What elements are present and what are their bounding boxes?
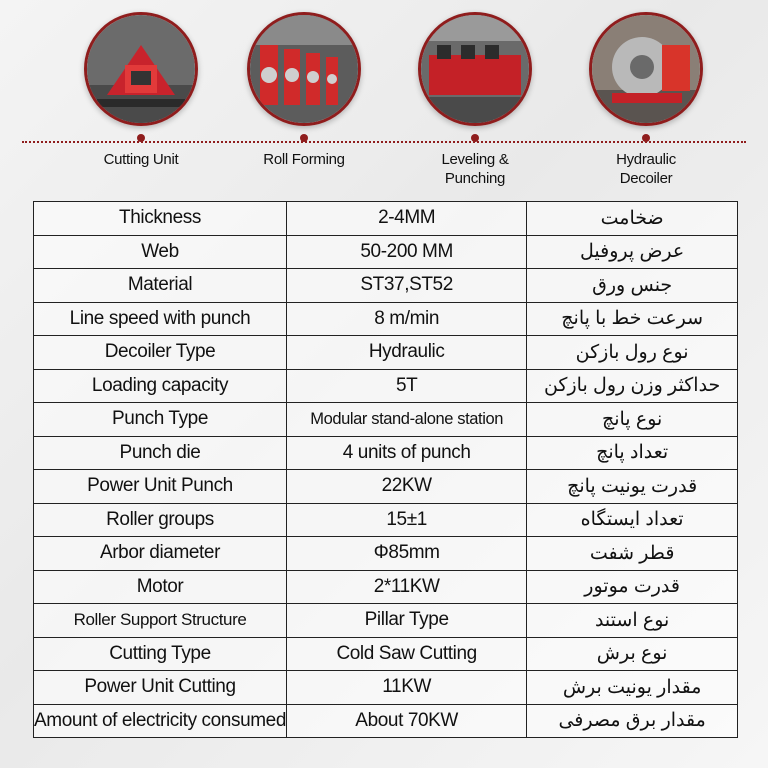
spec-label-persian: مقدار برق مصرفی bbox=[527, 704, 738, 738]
spec-label: Cutting Type bbox=[34, 637, 287, 671]
spec-value: 11KW bbox=[287, 671, 527, 705]
spec-value: 2-4MM bbox=[287, 202, 527, 236]
table-row bbox=[34, 503, 738, 537]
timeline-dot bbox=[300, 134, 308, 142]
table-row bbox=[34, 235, 738, 269]
photo-item-roll-forming bbox=[239, 12, 369, 169]
photo-item-cutting-unit bbox=[76, 12, 206, 169]
spec-label-persian: قدرت موتور bbox=[527, 570, 738, 604]
spec-label: Decoiler Type bbox=[34, 336, 287, 370]
spec-label: Power Unit Punch bbox=[34, 470, 287, 504]
spec-label-persian: قدرت یونیت پانچ bbox=[527, 470, 738, 504]
table-row bbox=[34, 436, 738, 470]
spec-value: About 70KW bbox=[287, 704, 527, 738]
table-row bbox=[34, 269, 738, 303]
spec-value: 50-200 MM bbox=[287, 235, 527, 269]
spec-value: Modular stand-alone station bbox=[287, 403, 527, 437]
spec-value: 5T bbox=[287, 369, 527, 403]
spec-label-persian: حداکثر وزن رول بازکن bbox=[527, 369, 738, 403]
hydraulic-decoiler-photo bbox=[589, 12, 703, 126]
spec-label: Amount of electricity consumed bbox=[34, 704, 287, 738]
spec-label: Thickness bbox=[34, 202, 287, 236]
photo-item-leveling-punching bbox=[410, 12, 540, 188]
spec-value: ST37,ST52 bbox=[287, 269, 527, 303]
table-row bbox=[34, 403, 738, 437]
spec-label: Roller Support Structure bbox=[34, 604, 287, 638]
table-row bbox=[34, 302, 738, 336]
spec-value: Φ85mm bbox=[287, 537, 527, 571]
spec-label: Punch Type bbox=[34, 403, 287, 437]
spec-label-persian: نوع رول بازکن bbox=[527, 336, 738, 370]
spec-value: 15±1 bbox=[287, 503, 527, 537]
spec-value: Cold Saw Cutting bbox=[287, 637, 527, 671]
specifications-table bbox=[33, 201, 738, 738]
photo-caption: Roll Forming bbox=[263, 151, 345, 168]
timeline-dot bbox=[471, 134, 479, 142]
table-row bbox=[34, 369, 738, 403]
photo-item-hydraulic-decoiler bbox=[581, 12, 711, 188]
spec-label-persian: نوع استند bbox=[527, 604, 738, 638]
timeline-dot bbox=[137, 134, 145, 142]
spec-label: Material bbox=[34, 269, 287, 303]
spec-value: 2*11KW bbox=[287, 570, 527, 604]
table-row bbox=[34, 704, 738, 738]
spec-label-persian: ضخامت bbox=[527, 202, 738, 236]
table-row bbox=[34, 604, 738, 638]
table-row bbox=[34, 202, 738, 236]
table-row bbox=[34, 336, 738, 370]
spec-label: Power Unit Cutting bbox=[34, 671, 287, 705]
photo-caption: Cutting Unit bbox=[103, 151, 179, 168]
table-row bbox=[34, 537, 738, 571]
machine-photo-strip bbox=[0, 0, 768, 200]
spec-label-persian: مقدار یونیت برش bbox=[527, 671, 738, 705]
spec-label-persian: قطر شفت bbox=[527, 537, 738, 571]
spec-label-persian: سرعت خط با پانچ bbox=[527, 302, 738, 336]
spec-label: Roller groups bbox=[34, 503, 287, 537]
spec-label: Motor bbox=[34, 570, 287, 604]
spec-value: 22KW bbox=[287, 470, 527, 504]
spec-value: Hydraulic bbox=[287, 336, 527, 370]
cutting-unit-photo bbox=[84, 12, 198, 126]
spec-label: Arbor diameter bbox=[34, 537, 287, 571]
spec-value: Pillar Type bbox=[287, 604, 527, 638]
spec-label: Web bbox=[34, 235, 287, 269]
table-row bbox=[34, 637, 738, 671]
spec-label-persian: تعداد پانچ bbox=[527, 436, 738, 470]
photo-caption: Hydraulic Decoiler bbox=[616, 151, 676, 187]
leveling-punching-photo bbox=[418, 12, 532, 126]
spec-label: Line speed with punch bbox=[34, 302, 287, 336]
spec-label-persian: عرض پروفیل bbox=[527, 235, 738, 269]
table-row bbox=[34, 570, 738, 604]
spec-label-persian: تعداد ایستگاه bbox=[527, 503, 738, 537]
roll-forming-photo bbox=[247, 12, 361, 126]
spec-label-persian: نوع پانچ bbox=[527, 403, 738, 437]
spec-label: Punch die bbox=[34, 436, 287, 470]
table-row bbox=[34, 470, 738, 504]
spec-value: 8 m/min bbox=[287, 302, 527, 336]
spec-label: Loading capacity bbox=[34, 369, 287, 403]
photo-caption: Leveling & Punching bbox=[441, 151, 509, 187]
spec-label-persian: جنس ورق bbox=[527, 269, 738, 303]
spec-value: 4 units of punch bbox=[287, 436, 527, 470]
spec-label-persian: نوع برش bbox=[527, 637, 738, 671]
timeline-dot bbox=[642, 134, 650, 142]
table-row bbox=[34, 671, 738, 705]
